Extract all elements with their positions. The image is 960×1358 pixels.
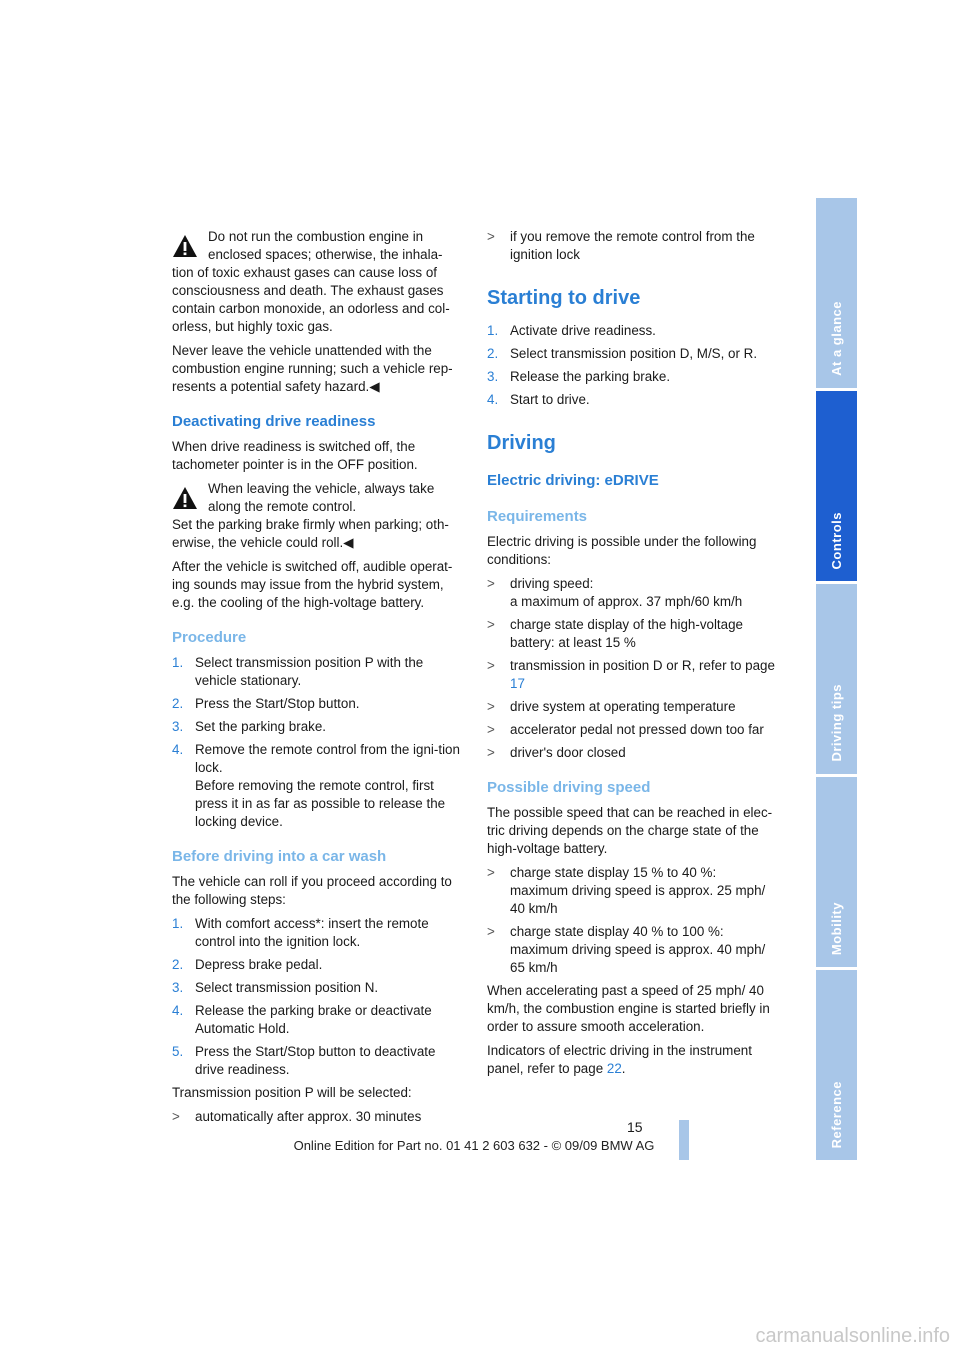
paragraph: When drive readiness is switched off, the tachometer pointer is in the OFF position. xyxy=(172,439,418,472)
list-item: 4. Remove the remote control from the igni-tion lock. Before removing the remote control, first press it in as far as possible to release the locking device. xyxy=(172,742,460,829)
bullet-list xyxy=(487,228,785,264)
tab-driving-tips[interactable]: Driving tips xyxy=(816,584,857,774)
heading-car-wash: Before driving into a car wash xyxy=(172,848,387,865)
warning-text: When leaving the vehicle, always take along the remote control. xyxy=(208,481,435,514)
start-list xyxy=(487,322,785,409)
paragraph: The possible speed that can be reached in elec-tric driving depends on the charge state of the high-voltage battery. xyxy=(487,805,773,856)
warning-text: Do not run the combustion engine in enclosed spaces; otherwise, the inhala- xyxy=(208,229,443,262)
bullet-list xyxy=(172,1108,464,1126)
paragraph: When accelerating past a speed of 25 mph/ 40 km/h, the combustion engine is started briefly in order to assure smooth acceleration. xyxy=(487,983,770,1034)
paragraph: After the vehicle is switched off, audible operat-ing sounds may issue from the hybrid system, e.g. the cooling of the high-voltage battery. xyxy=(172,559,453,610)
warning-text-2: Never leave the vehicle unattended with the combustion engine running; such a vehicle rep-resents a potential safety hazard.◀ xyxy=(172,343,453,394)
tab-controls[interactable]: Controls xyxy=(816,391,857,581)
list-item: > automatically after approx. 30 minutes xyxy=(172,1109,422,1124)
tab-mobility[interactable]: Mobility xyxy=(816,777,857,967)
paragraph: Electric driving is possible under the following conditions: xyxy=(487,534,757,567)
heading-requirements: Requirements xyxy=(487,508,588,525)
list-item: > drive system at operating temperature xyxy=(487,699,736,714)
list-item: > accelerator pedal not pressed down too far xyxy=(487,722,764,737)
list-item: > charge state display 15 % to 40 %: maximum driving speed is approx. 25 mph/ 40 km/h xyxy=(487,865,766,916)
page-link-22[interactable]: 22 xyxy=(606,1061,622,1076)
heading-edrive: Electric driving: eDRIVE xyxy=(487,472,659,489)
footer: Online Edition for Part no. 01 41 2 603 632 - © 09/09 BMW AG xyxy=(293,1138,655,1153)
heading-possible-speed: Possible driving speed xyxy=(487,779,651,796)
list-item: > charge state display 40 % to 100 %: maximum driving speed is approx. 40 mph/ 65 km/h xyxy=(487,924,766,975)
left-column xyxy=(172,228,464,1131)
list-item: 5. Press the Start/Stop button to deactivate drive readiness. xyxy=(172,1044,436,1077)
warning-text-cont: Set the parking brake firmly when parking; oth-erwise, the vehicle could roll.◀ xyxy=(172,517,449,550)
tab-reference[interactable]: Reference xyxy=(816,970,857,1160)
warning-triangle-icon xyxy=(172,486,198,510)
requirements-list xyxy=(487,575,785,762)
list-item: 4. Start to drive. xyxy=(487,392,590,407)
tab-at-a-glance[interactable]: At a glance xyxy=(816,198,857,388)
list-item: > driver's door closed xyxy=(487,745,626,760)
list-item: > charge state display of the high-voltage battery: at least 15 % xyxy=(487,617,743,650)
watermark: carmanualsonline.info xyxy=(755,1325,950,1347)
page-link-17[interactable]: 17 xyxy=(510,676,525,691)
right-column xyxy=(487,228,785,1084)
paragraph: The vehicle can roll if you proceed according to the following steps: xyxy=(172,874,452,907)
page-number: 15 xyxy=(627,1119,643,1135)
list-item: > transmission in position D or R, refer to page 17 xyxy=(487,658,775,691)
list-item: 3. Set the parking brake. xyxy=(172,719,327,734)
list-item: 2. Select transmission position D, M/S, or R. xyxy=(487,346,758,361)
procedure-list xyxy=(172,654,464,831)
car-wash-list xyxy=(172,915,464,1079)
warning-remote xyxy=(172,480,464,552)
list-item: 2. Depress brake pedal. xyxy=(172,957,323,972)
heading-driving: Driving xyxy=(487,432,556,454)
speed-list xyxy=(487,864,785,977)
list-item: > driving speed: a maximum of approx. 37 mph/60 km/h xyxy=(487,576,743,609)
list-item: 1. Select transmission position P with the vehicle stationary. xyxy=(172,655,424,688)
list-item: 1. With comfort access*: insert the remote control into the ignition lock. xyxy=(172,916,429,949)
heading-starting-to-drive: Starting to drive xyxy=(487,287,641,309)
list-item: 1. Activate drive readiness. xyxy=(487,323,656,338)
paragraph: Transmission position P will be selected: xyxy=(172,1085,412,1100)
list-item: 2. Press the Start/Stop button. xyxy=(172,696,360,711)
list-item: 3. Release the parking brake. xyxy=(487,369,671,384)
warning-text-cont: tion of toxic exhaust gases can cause loss of consciousness and death. The exhaust gases contain carbon monoxide, an odorless and col-orless, but highly toxic gas. xyxy=(172,265,450,334)
heading-deactivating: Deactivating drive readiness xyxy=(172,413,376,430)
warning-triangle-icon xyxy=(172,234,198,258)
chapter-sidebar xyxy=(816,198,857,1160)
list-item: 3. Select transmission position N. xyxy=(172,980,379,995)
heading-procedure: Procedure xyxy=(172,629,247,646)
paragraph: Indicators of electric driving in the instrument panel, refer to page 22. xyxy=(487,1043,752,1076)
warning-exhaust xyxy=(172,228,464,396)
list-item: > if you remove the remote control from the ignition lock xyxy=(487,229,755,262)
list-item: 4. Release the parking brake or deactivate Automatic Hold. xyxy=(172,1003,432,1036)
